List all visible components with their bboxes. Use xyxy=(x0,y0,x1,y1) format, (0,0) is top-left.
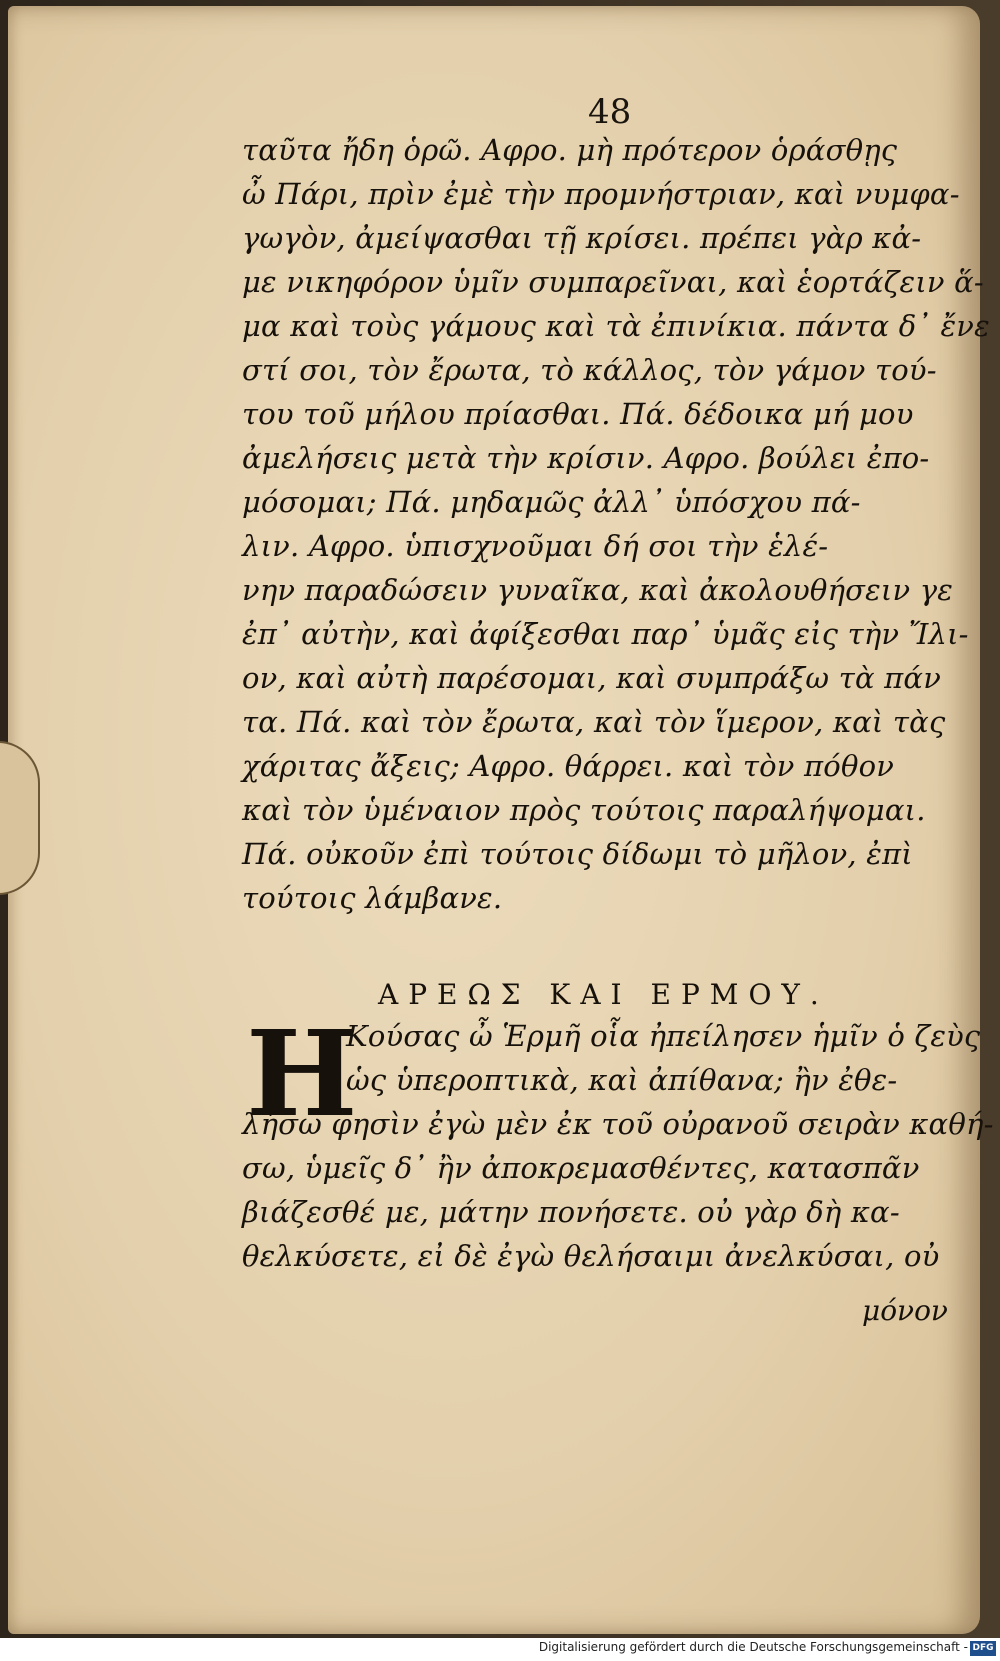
section-heading: ΑΡΕΩΣ ΚΑΙ ΕΡΜΟΥ. xyxy=(378,978,829,1011)
footer-bar xyxy=(0,1638,1000,1661)
page-edge-tab xyxy=(0,741,40,895)
catchword: μόνον xyxy=(862,1294,948,1327)
text-line: σω, ὑμεῖς δ᾽ ἢν ἀποκρεμασθέντες, κατασπᾶν xyxy=(242,1151,920,1185)
text-line: καὶ τὸν ὑμέναιον πρὸς τούτοις παραλήψομαι. xyxy=(242,793,926,827)
text-line: λήσω φησὶν ἐγὼ μὲν ἐκ τοῦ οὐρανοῦ σειρὰν καθή- xyxy=(242,1107,994,1141)
text-line: νην παραδώσειν γυναῖκα, καὶ ἀκολουθήσειν γε xyxy=(242,573,954,607)
text-line: ον, καὶ αὐτὴ παρέσομαι, καὶ συμπράξω τὰ πάν xyxy=(242,661,942,695)
text-line: Πά. οὐκοῦν ἐπὶ τούτοις δίδωμι τὸ μῆλον, ἐπὶ xyxy=(242,837,913,871)
text-line: ὦ Πάρι, πρὶν ἐμὲ τὴν προμνήστριαν, καὶ νυμφα- xyxy=(242,177,960,211)
text-line: βιάζεσθέ με, μάτην πονήσετε. οὐ γὰρ δὴ κα- xyxy=(242,1195,900,1229)
text-line: θελκύσετε, εἰ δὲ ἐγὼ θελήσαιμι ἀνελκύσαι, οὐ xyxy=(242,1239,940,1273)
section-text xyxy=(242,1004,994,1278)
text-line: του τοῦ μήλου πρίασθαι. Πά. δέδοικα μή μου xyxy=(242,397,914,431)
text-line: τα. Πά. καὶ τὸν ἔρωτα, καὶ τὸν ἵμερον, καὶ τὰς xyxy=(242,705,946,739)
text-line: στί σοι, τὸν ἔρωτα, τὸ κάλλος, τὸν γάμον τού- xyxy=(242,353,937,387)
dfg-logo: DFG xyxy=(970,1641,996,1656)
text-line: με νικηφόρον ὑμῖν συμπαρεῖναι, καὶ ἑορτάζειν ἅ- xyxy=(242,265,984,299)
text-line: ὡς ὑπεροπτικὰ, καὶ ἀπίθανα; ἢν ἐθε- xyxy=(346,1063,898,1097)
footer-credit: Digitalisierung gefördert durch die Deutsche Forschungsgemeinschaft - xyxy=(538,1640,968,1654)
text-line: γωγὸν, ἀμείψασθαι τῇ κρίσει. πρέπει γὰρ κἀ- xyxy=(242,221,922,255)
text-line: χάριτας ἄξεις; Αφρο. θάρρει. καὶ τὸν πόθον xyxy=(242,749,895,783)
text-line: μόσομαι; Πά. μηδαμῶς ἀλλ᾽ ὑπόσχου πά- xyxy=(242,485,861,519)
drop-cap: H xyxy=(246,1004,358,1143)
text-line: ἐπ᾽ αὐτὴν, καὶ ἀφίξεσθαι παρ᾽ ὑμᾶς εἰς τὴν Ἴλι- xyxy=(242,617,969,651)
text-line: ταῦτα ἤδη ὁρῶ. Αφρο. μὴ πρότερον ὁράσθῃς xyxy=(242,133,898,167)
text-line: μα καὶ τοὺς γάμους καὶ τὰ ἐπινίκια. πάντα δ᾽ ἔνε xyxy=(242,309,990,343)
text-line: λιν. Αφρο. ὑπισχνοῦμαι δή σοι τὴν ἑλέ- xyxy=(242,529,829,563)
text-line: ἀμελήσεις μετὰ τὴν κρίσιν. Αφρο. βούλει ἐπο- xyxy=(242,441,930,475)
page-number: 48 xyxy=(588,92,632,132)
text-line: τούτοις λάμβανε. xyxy=(242,881,503,915)
main-text xyxy=(242,128,990,920)
text-line: Κούσας ὦ Ἑρμῆ οἷα ἠπείλησεν ἡμῖν ὁ ζεὺς xyxy=(346,1019,981,1053)
